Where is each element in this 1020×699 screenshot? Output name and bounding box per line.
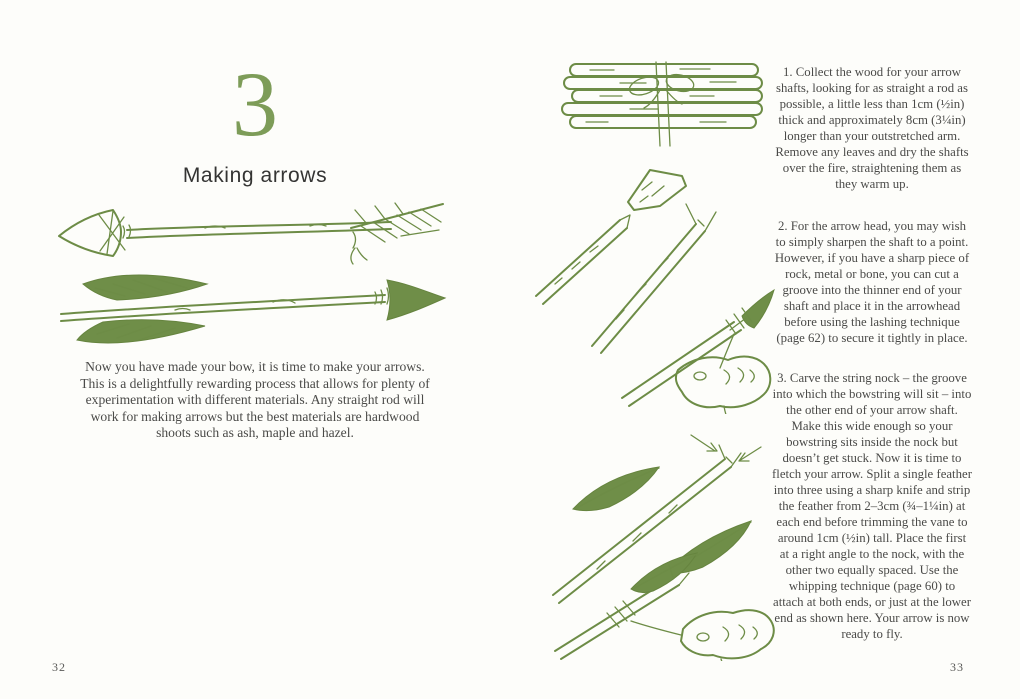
page-right bbox=[510, 0, 1020, 699]
step-3-text: 3. Carve the string nock – the groove into which the bowstring will sit – into the other end of your arrow shaft. Make this wide enough so your bowstring sits inside the nock but doesn’t get stuck. Now it is time to fletch your arrow. Split a single feather into three using a sharp knife and strip the feather from 2–3cm (¾–1¼in) at each end before trimming the vane to around 1cm (½in) tall. Place the first at a right angle to the nock, with the other two equally spaced. Use the whipping technique (page 60) to attach at both ends, or just at the lower end as shown here. Your arrow is now ready to fly. bbox=[772, 371, 972, 641]
step-2-text: 2. For the arrow head, you may wish to simply sharpen the shaft to a point. However, if you have a sharp piece of rock, metal or bone, you can cut a groove into the thinner end of your shaft and place it in the arrowhead before using the lashing technique (page 62) to secure it tightly in place. bbox=[774, 219, 970, 345]
page-number-left: 32 bbox=[52, 660, 66, 674]
chapter-intro-text: Now you have made your bow, it is time to make your arrows. This is a delightfully rewarding process that allows for plenty of experimentation with different materials. Any straight rod will work for making arrows but the best materials are hardwood shoots such as ash, maple and hazel. bbox=[80, 359, 430, 441]
two-arrows-illustration bbox=[55, 198, 447, 350]
page-number-right: 33 bbox=[950, 660, 964, 674]
fletching-illustration bbox=[545, 413, 783, 661]
chapter-title: Making arrows bbox=[182, 164, 328, 187]
arrowhead-carving-svg bbox=[528, 158, 780, 414]
arrowhead-carving-illustration bbox=[528, 158, 780, 414]
stick-bundle-svg bbox=[560, 60, 770, 148]
fletching-svg bbox=[545, 413, 783, 661]
chapter-number: 3 bbox=[232, 53, 278, 155]
step-1-text: 1. Collect the wood for your arrow shafts, looking for as straight a rod as possible, a little less than 1cm (½in) thick and approximately 8cm (3¼in) longer than your outstretched arm. Remove any leaves and dry the shafts over the fire, straightening them as they warm up. bbox=[775, 65, 969, 191]
two-arrows-svg bbox=[55, 198, 447, 350]
stick-bundle-illustration bbox=[560, 60, 770, 148]
